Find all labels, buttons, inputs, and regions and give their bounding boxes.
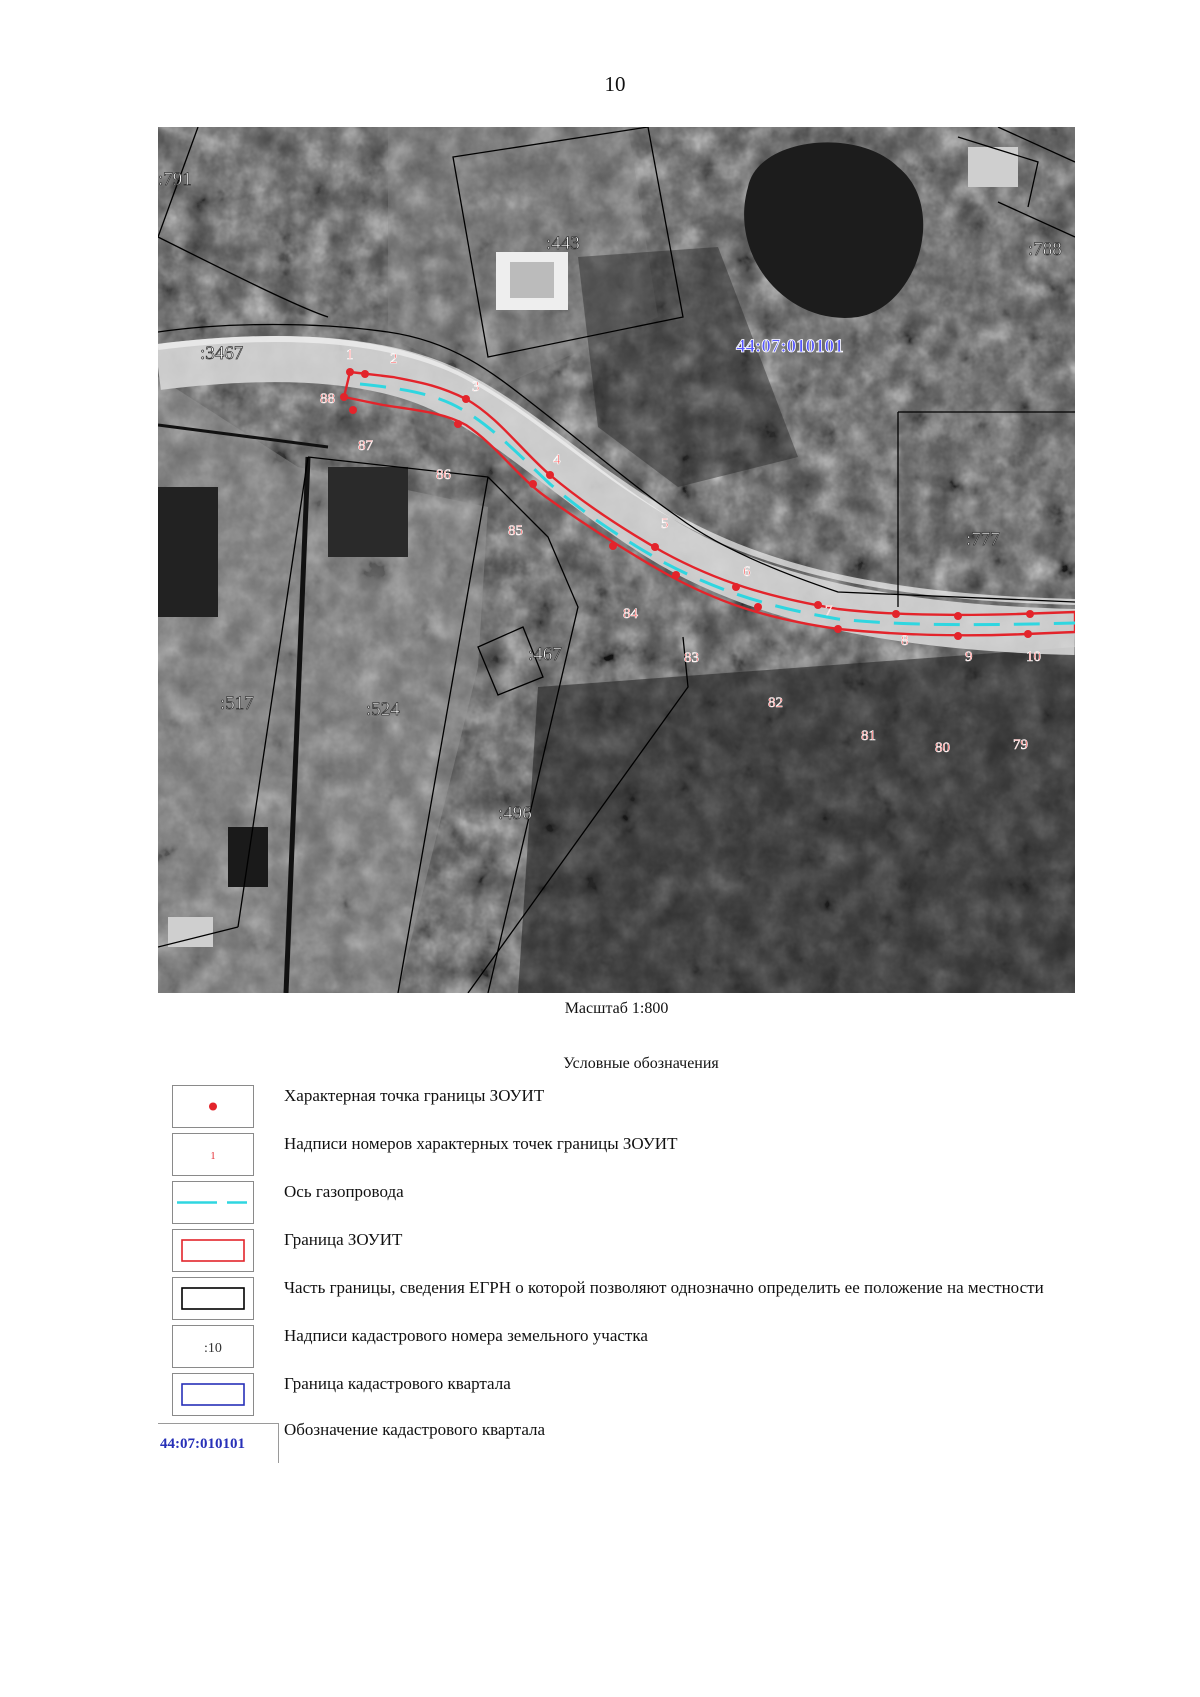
legend-symbol bbox=[172, 1181, 254, 1224]
legend-label: Граница кадастрового квартала bbox=[284, 1374, 511, 1393]
legend-item-quarter-code bbox=[160, 1419, 1092, 1465]
map-scale: Масштаб 1:800 bbox=[564, 1000, 669, 1017]
page-number: 10 bbox=[604, 72, 626, 96]
svg-text::10: :10 bbox=[204, 1341, 222, 1356]
parcel-label: :496 bbox=[498, 803, 532, 824]
legend-label: Граница ЗОУИТ bbox=[284, 1230, 403, 1249]
legend-symbol bbox=[158, 1423, 279, 1463]
legend-symbol bbox=[172, 1373, 254, 1416]
legend-label: Часть границы, сведения ЕГРН о которой позволяют однозначно определить ее положение на местности bbox=[284, 1278, 1044, 1297]
point-label: 9 bbox=[965, 649, 973, 665]
legend-label: Обозначение кадастрового квартала bbox=[284, 1420, 546, 1439]
legend-item-point-number bbox=[172, 1133, 1092, 1179]
building bbox=[510, 262, 554, 298]
point-label: 81 bbox=[861, 728, 876, 744]
point-label: 86 bbox=[436, 467, 451, 483]
point-label: 79 bbox=[1013, 737, 1028, 753]
legend-item-parcel-number bbox=[172, 1325, 1092, 1371]
parcel-label: :777 bbox=[966, 529, 1000, 550]
point-label: 82 bbox=[768, 695, 783, 711]
parcel-label: :443 bbox=[546, 233, 580, 254]
legend-symbol bbox=[172, 1277, 254, 1320]
building bbox=[158, 487, 218, 617]
parcel-label: :467 bbox=[528, 644, 562, 665]
point-label: 8 bbox=[901, 633, 909, 649]
parcel-label: :517 bbox=[220, 693, 254, 714]
building bbox=[328, 467, 408, 557]
legend-item-egrn-border bbox=[172, 1277, 1092, 1323]
forest-area bbox=[518, 647, 1075, 993]
point-label: 84 bbox=[623, 606, 638, 622]
point-label: 85 bbox=[508, 523, 523, 539]
parcel-label: :791 bbox=[158, 169, 192, 190]
point-label: 80 bbox=[935, 740, 950, 756]
legend-label: Надписи номеров характерных точек границы ЗОУИТ bbox=[284, 1134, 678, 1153]
point-label: 2 bbox=[390, 351, 398, 367]
legend-label: Надписи кадастрового номера земельного участка bbox=[284, 1326, 648, 1345]
point-label: 6 bbox=[743, 564, 751, 580]
point-label: 83 bbox=[684, 650, 699, 666]
point-label: 87 bbox=[358, 438, 373, 454]
quarter-code-sample: 44:07:010101 bbox=[160, 1436, 245, 1452]
quarter-label: 44:07:010101 bbox=[736, 336, 844, 357]
parcel-label: :524 bbox=[366, 699, 400, 720]
legend-symbol bbox=[172, 1133, 254, 1176]
parcel-label: :788 bbox=[1028, 239, 1062, 260]
legend-label: Характерная точка границы ЗОУИТ bbox=[284, 1086, 545, 1105]
cadastral-map bbox=[158, 127, 1075, 993]
point-label: 5 bbox=[661, 516, 669, 532]
point-label: 7 bbox=[825, 603, 833, 619]
svg-text:1: 1 bbox=[210, 1151, 216, 1162]
legend-label: Ось газопровода bbox=[284, 1182, 404, 1201]
legend-symbol bbox=[172, 1325, 254, 1368]
legend-item-quarter-border bbox=[172, 1373, 1092, 1419]
parcel-label: :3467 bbox=[200, 343, 244, 364]
legend-item-zone-border bbox=[172, 1229, 1092, 1275]
point-label: 10 bbox=[1026, 649, 1041, 665]
point-label: 4 bbox=[553, 452, 561, 468]
point-label: 1 bbox=[346, 347, 354, 363]
legend-symbol bbox=[172, 1229, 254, 1272]
point-label: 88 bbox=[320, 391, 335, 407]
legend-item-pipeline-axis bbox=[172, 1181, 1092, 1227]
legend-item-zone-point bbox=[172, 1085, 1092, 1131]
legend-symbol bbox=[172, 1085, 254, 1128]
point-label: 3 bbox=[472, 379, 480, 395]
legend-title: Условные обозначения bbox=[563, 1055, 719, 1072]
